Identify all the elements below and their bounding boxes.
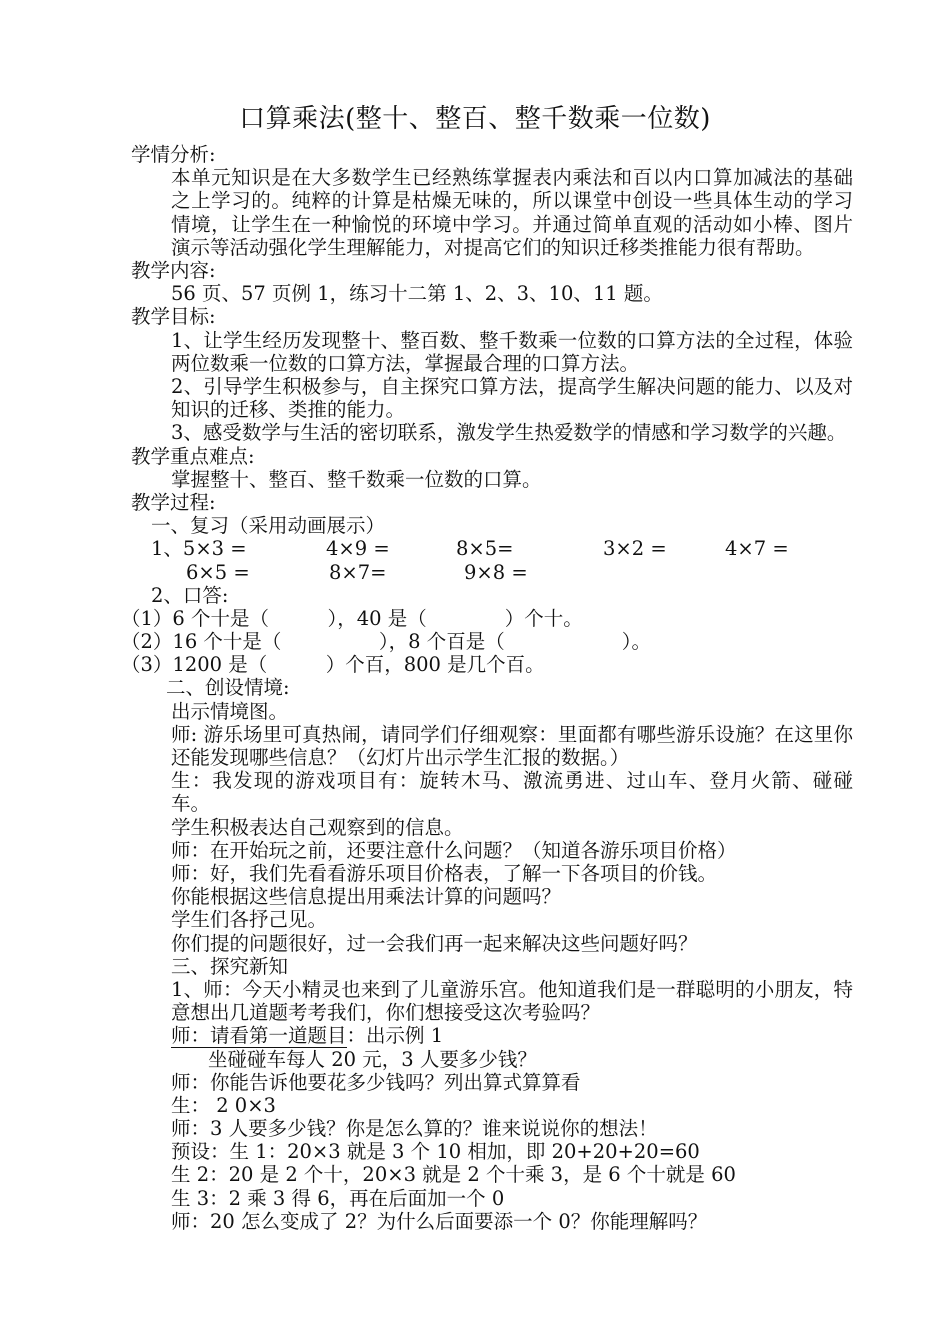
teacher-line: 师：好，我们先看看游乐项目价格表，了解一下各项目的价钱。 xyxy=(171,862,718,886)
key-line: 掌握整十、整百、整千数乘一位数的口算。 xyxy=(171,467,542,491)
teacher-line: 师：在开始玩之前，还要注意什么问题？（知道各游乐项目价格） xyxy=(171,838,737,862)
teacher-line: 师：你能告诉他要花多少钱吗？列出算式算算看 xyxy=(171,1070,581,1094)
calc-item: 1、5×3 = xyxy=(151,537,247,561)
teacher-line: 师：20 怎么变成了 2？为什么后面要添一个 0？你能理解吗？ xyxy=(171,1209,708,1233)
section-heading-analysis: 学情分析: xyxy=(131,143,216,166)
teacher-line xyxy=(131,1024,853,1047)
text-span: ：出示例 1 xyxy=(346,1024,444,1048)
student-line: 生 3：2 乘 3 得 6，再在后面加一个 0 xyxy=(171,1186,505,1210)
goal-item-2: 2、引导学生积极参与，自主探究口算方法，提高学生解决问题的能力、以及对知识的迁移、类推的能力。 xyxy=(171,374,853,422)
teacher-line: 1、师：今天小精灵也来到了儿童游乐宫。他知道我们是一群聪明的小朋友，特意想出几道题考考我们，你们想接受这次考验吗？ xyxy=(171,977,853,1025)
calc-item: 8×5= xyxy=(456,537,514,561)
calc-item: 6×5 = xyxy=(186,560,250,584)
teacher-line: 师: 游乐场里可真热闹，请同学们仔细观察：里面都有哪些游乐设施？在这里你还能发现哪些信息？（幻灯片出示学生汇报的数据。） xyxy=(171,722,853,770)
student-line: 生 2：20 是 2 个十，20×3 就是 2 个十乘 3，是 6 个十就是 60 xyxy=(171,1163,736,1187)
calc-item: 4×9 = xyxy=(326,537,390,561)
text-line: 学生积极表达自己观察到的信息。 xyxy=(171,815,464,839)
student-line: 生：我发现的游戏项目有：旋转木马、激流勇进、过山车、登月火箭、碰碰车。 xyxy=(171,769,853,816)
content-line: 56 页、57 页例 1，练习十二第 1、2、3、10、11 题。 xyxy=(171,282,663,306)
document-title: 口算乘法(整十、整百、整千数乘一位数) xyxy=(239,104,711,134)
calc-item: 4×7 = xyxy=(725,537,789,561)
section-heading-content: 教学内容: xyxy=(131,259,216,282)
calc-row-2 xyxy=(131,561,853,584)
section-heading-key: 教学重点难点: xyxy=(131,444,255,468)
text-line: 你能根据这些信息提出用乘法计算的问题吗？ xyxy=(171,885,562,909)
analysis-paragraph: 本单元知识是在大多数学生已经熟练掌握表内乘法和百以内口算加减法的基础之上学习的。纯粹的计算是枯燥无味的，所以课堂中创设一些具体生动的学习情境，让学生在一种愉悦的环境中学习。并通过简单直观的活动如小棒、图片演示等活动强化学生理解能力，对提高它们的知识迁移类推能力很有帮助。 xyxy=(171,166,853,259)
oral-question-2: （2）16 个十是（ ），8 个百是（ ）。 xyxy=(121,630,652,654)
text-line: 你们提的问题很好，过一会我们再一起来解决这些问题好吗？ xyxy=(171,931,698,955)
document-body xyxy=(121,143,853,1233)
teacher-line: 师：3 人要多少钱？你是怎么算的？谁来说说你的想法！ xyxy=(171,1117,658,1141)
section-heading-process: 教学过程: xyxy=(131,490,216,514)
oral-question-1: （1）6 个十是（ ），40 是（ ）个十。 xyxy=(121,606,583,630)
goal-item-1: 1、让学生经历发现整十、整百数、整千数乘一位数的口算方法的全过程，体验两位数乘一位数的口算方法，掌握最合理的口算方法。 xyxy=(171,328,853,375)
student-line: 生： 2 0×3 xyxy=(171,1093,276,1117)
text-line: 学生们各抒己见。 xyxy=(171,908,328,932)
calc-item: 8×7= xyxy=(329,560,387,584)
calc-row-1 xyxy=(131,537,853,560)
underlined-text: 师：请看第一道题目 xyxy=(171,1024,347,1048)
text-line: 出示情境图。 xyxy=(171,699,289,723)
calc-item: 9×8 = xyxy=(464,560,528,584)
preset-line: 预设：生 1：20×3 就是 3 个 10 相加，即 20+20+20=60 xyxy=(171,1140,700,1164)
step-review-heading: 一、复习（采用动画展示） xyxy=(151,514,386,538)
calc-item: 3×2 = xyxy=(603,537,667,561)
step-explore-heading: 三、探究新知 xyxy=(171,954,289,978)
goal-item-3: 3、感受数学与生活的密切联系，激发学生热爱数学的情感和学习数学的兴趣。 xyxy=(171,421,847,445)
step-situation-heading: 二、创设情境: xyxy=(166,676,290,700)
section-heading-goals: 教学目标: xyxy=(131,305,216,329)
oral-question-3: （3）1200 是（ ）个百，800 是几个百。 xyxy=(121,653,545,677)
example-problem: 坐碰碰车每人 20 元，3 人要多少钱？ xyxy=(208,1047,537,1071)
oral-heading: 2、口答: xyxy=(151,583,229,607)
